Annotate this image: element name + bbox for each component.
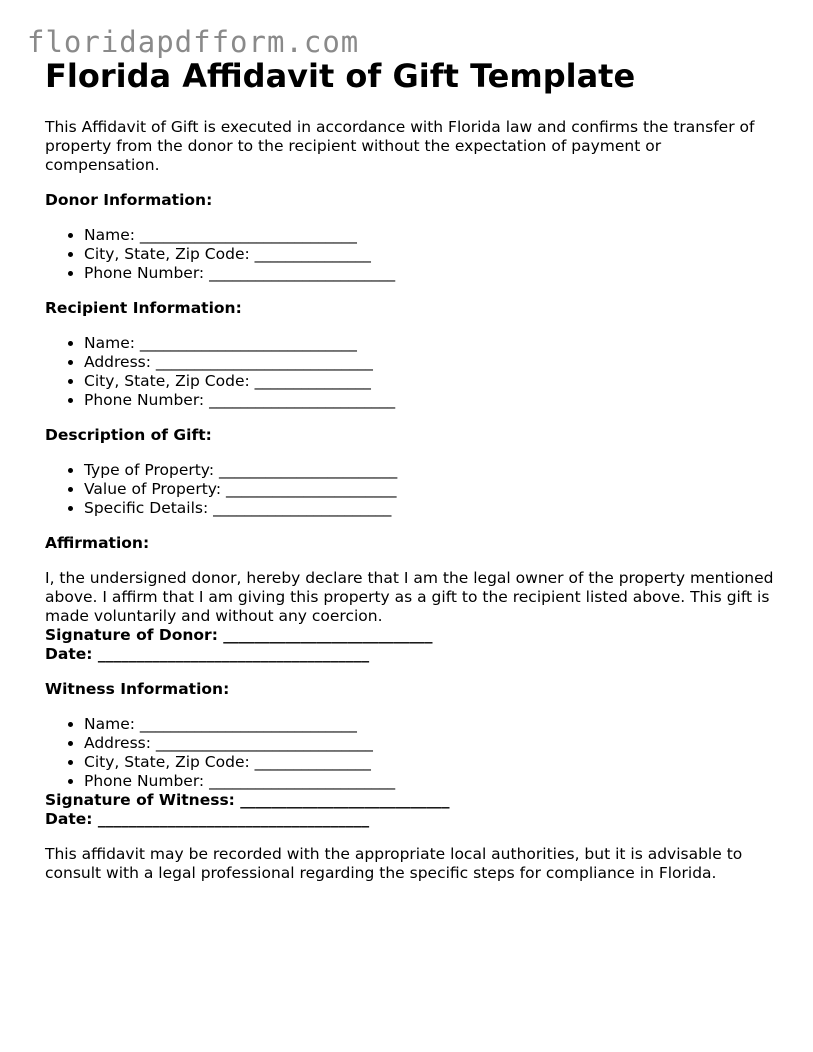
recipient-heading: Recipient Information: bbox=[45, 299, 242, 317]
witness-signature-field[interactable]: Signature of Witness: ___________________________ bbox=[45, 791, 450, 809]
witness-name-field[interactable]: • Name: ____________________________ bbox=[84, 715, 775, 734]
donor-date-field[interactable]: Date: ___________________________________ bbox=[45, 645, 370, 663]
document-page bbox=[45, 56, 775, 883]
recipient-list bbox=[45, 334, 775, 410]
donor-name-field[interactable]: • Name: ____________________________ bbox=[84, 226, 775, 245]
witness-city-state-zip-field[interactable]: • City, State, Zip Code: _______________ bbox=[84, 753, 775, 772]
page-title: Florida Affidavit of Gift Template bbox=[45, 57, 636, 95]
closing-paragraph: This affidavit may be recorded with the appropriate local authorities, but it is advisable to consult with a legal professional regarding the specific steps for compliance in Florida. bbox=[45, 845, 743, 882]
gift-type-field[interactable]: • Type of Property: _______________________ bbox=[84, 461, 775, 480]
gift-heading: Description of Gift: bbox=[45, 426, 212, 444]
donor-heading: Donor Information: bbox=[45, 191, 213, 209]
witness-date-field[interactable]: Date: ___________________________________ bbox=[45, 810, 370, 828]
gift-value-field[interactable]: • Value of Property: ______________________ bbox=[84, 480, 775, 499]
recipient-name-field[interactable]: • Name: ____________________________ bbox=[84, 334, 775, 353]
gift-list bbox=[45, 461, 775, 518]
watermark: floridapdfform.com bbox=[27, 25, 360, 59]
donor-city-state-zip-field[interactable]: • City, State, Zip Code: _______________ bbox=[84, 245, 775, 264]
recipient-city-state-zip-field[interactable]: • City, State, Zip Code: _______________ bbox=[84, 372, 775, 391]
witness-list bbox=[45, 715, 775, 791]
affirmation-paragraph: I, the undersigned donor, hereby declare that I am the legal owner of the property mentioned above. I affirm that I am giving this property as a gift to the recipient listed above. This gift is made voluntarily and without any coercion. bbox=[45, 569, 774, 625]
donor-signature-field[interactable]: Signature of Donor: ___________________________ bbox=[45, 626, 433, 644]
recipient-phone-field[interactable]: • Phone Number: ________________________ bbox=[84, 391, 775, 410]
recipient-address-field[interactable]: • Address: ____________________________ bbox=[84, 353, 775, 372]
intro-paragraph: This Affidavit of Gift is executed in accordance with Florida law and confirms the transfer of property from the donor to the recipient without the expectation of payment or compensation. bbox=[45, 118, 755, 174]
witness-phone-field[interactable]: • Phone Number: ________________________ bbox=[84, 772, 775, 791]
gift-details-field[interactable]: • Specific Details: _______________________ bbox=[84, 499, 775, 518]
donor-list bbox=[45, 226, 775, 283]
witness-address-field[interactable]: • Address: ____________________________ bbox=[84, 734, 775, 753]
witness-heading: Witness Information: bbox=[45, 680, 230, 698]
affirmation-heading: Affirmation: bbox=[45, 534, 150, 552]
donor-phone-field[interactable]: • Phone Number: ________________________ bbox=[84, 264, 775, 283]
